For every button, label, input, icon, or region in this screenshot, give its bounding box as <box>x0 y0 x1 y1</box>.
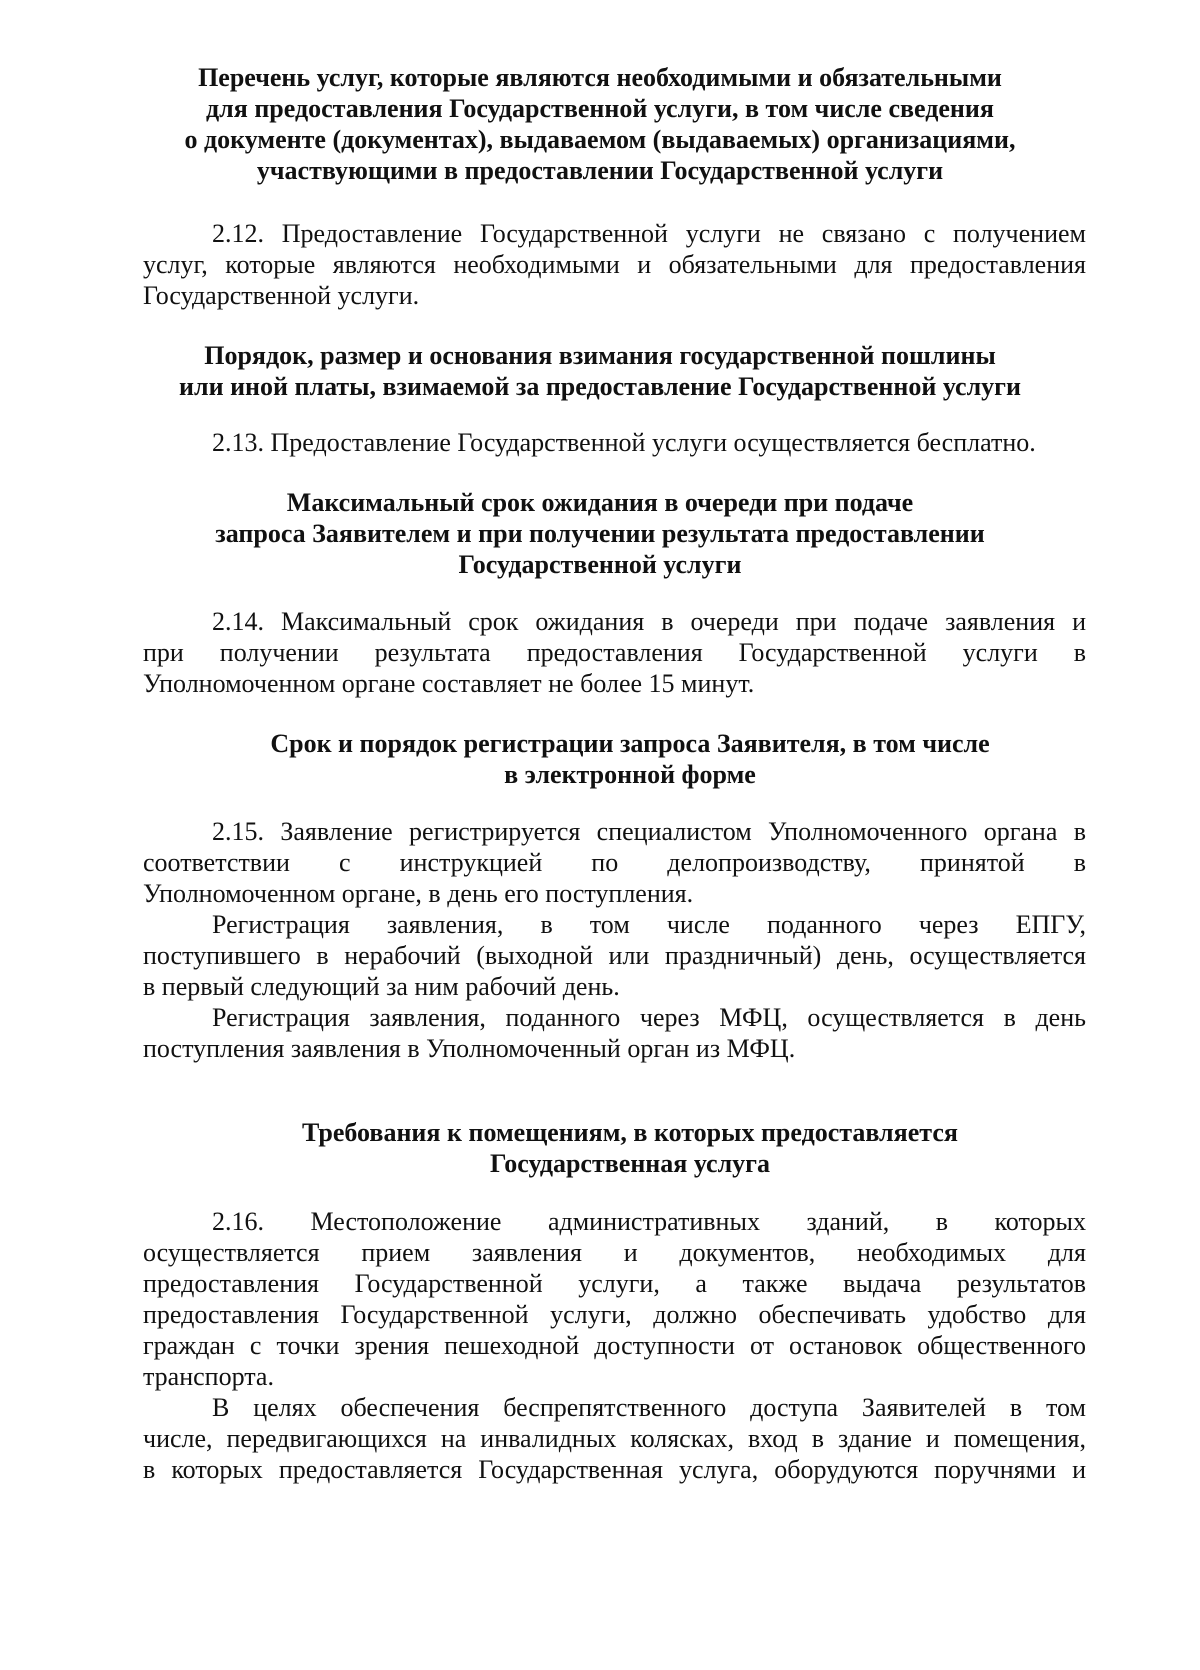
paragraph-2-16-line: В целях обеспечения беспрепятственного доступа Заявителей в том <box>212 1393 1086 1422</box>
heading-line: запроса Заявителем и при получении результата предоставлении <box>215 519 985 548</box>
heading-line: о документе (документах), выдаваемом (выдаваемых) организациями, <box>184 125 1016 154</box>
paragraph-2-12-line: 2.12. Предоставление Государственной услуги не связано с получением <box>212 219 1086 248</box>
heading-line: Максимальный срок ожидания в очереди при подаче <box>286 488 914 517</box>
paragraph-2-16-line: транспорта. <box>143 1362 274 1391</box>
paragraph-2-15-line: поступления заявления в Уполномоченный орган из МФЦ. <box>143 1034 796 1063</box>
section-heading-2-16 <box>200 1117 1060 1179</box>
section-heading-2-15 <box>200 728 1060 790</box>
paragraph-2-15-line: поступившего в нерабочий (выходной или праздничный) день, осуществляется <box>143 941 1086 970</box>
heading-line: Требования к помещениям, в которых предоставляется <box>302 1118 958 1147</box>
heading-line: для предоставления Государственной услуги, в том числе сведения <box>206 94 994 123</box>
section-heading-2-12 <box>140 62 1060 186</box>
heading-line: или иной платы, взимаемой за предоставление Государственной услуги <box>179 372 1021 401</box>
paragraph-2-16-line: осуществляется прием заявления и документов, необходимых для <box>143 1238 1086 1267</box>
heading-line: участвующими в предоставлении Государственной услуги <box>256 156 944 185</box>
paragraph-2-15-line: Регистрация заявления, в том числе поданного через ЕПГУ, <box>212 910 1086 939</box>
paragraph-2-12-line: услуг, которые являются необходимыми и обязательными для предоставления <box>143 250 1086 279</box>
paragraph-2-16-line: граждан с точки зрения пешеходной доступности от остановок общественного <box>143 1331 1086 1360</box>
paragraph-2-14-line: Уполномоченном органе составляет не более 15 минут. <box>143 669 755 698</box>
heading-line: Перечень услуг, которые являются необходимыми и обязательными <box>198 63 1002 92</box>
paragraph-2-15-line: 2.15. Заявление регистрируется специалистом Уполномоченного органа в <box>212 817 1086 846</box>
paragraph-2-16-line: в которых предоставляется Государственная услуга, оборудуются поручнями и <box>143 1455 1086 1484</box>
section-heading-2-14 <box>140 487 1060 580</box>
paragraph-2-15-line: в первый следующий за ним рабочий день. <box>143 972 620 1001</box>
paragraph-2-16-line: предоставления Государственной услуги, а также выдача результатов <box>143 1269 1086 1298</box>
section-heading-2-13 <box>140 340 1060 402</box>
heading-line: Срок и порядок регистрации запроса Заявителя, в том числе <box>270 729 990 758</box>
paragraph-2-13-line: 2.13. Предоставление Государственной услуги осуществляется бесплатно. <box>212 428 1036 457</box>
paragraph-2-15-line: соответствии с инструкцией по делопроизводству, принятой в <box>143 848 1086 877</box>
paragraph-2-16-line: 2.16. Местоположение административных зданий, в которых <box>212 1207 1086 1236</box>
paragraph-2-15-line: Регистрация заявления, поданного через МФЦ, осуществляется в день <box>212 1003 1086 1032</box>
paragraph-2-15-line: Уполномоченном органе, в день его поступления. <box>143 879 694 908</box>
paragraph-2-16-line: предоставления Государственной услуги, должно обеспечивать удобство для <box>143 1300 1086 1329</box>
paragraph-2-12-line: Государственной услуги. <box>143 281 420 310</box>
heading-line: в электронной форме <box>504 760 756 789</box>
paragraph-2-16-line: числе, передвигающихся на инвалидных колясках, вход в здание и помещения, <box>143 1424 1086 1453</box>
heading-line: Порядок, размер и основания взимания государственной пошлины <box>204 341 996 370</box>
paragraph-2-14-line: при получении результата предоставления Государственной услуги в <box>143 638 1086 667</box>
paragraph-2-14-line: 2.14. Максимальный срок ожидания в очереди при подаче заявления и <box>212 607 1086 636</box>
heading-line: Государственная услуга <box>490 1149 770 1178</box>
heading-line: Государственной услуги <box>458 550 742 579</box>
